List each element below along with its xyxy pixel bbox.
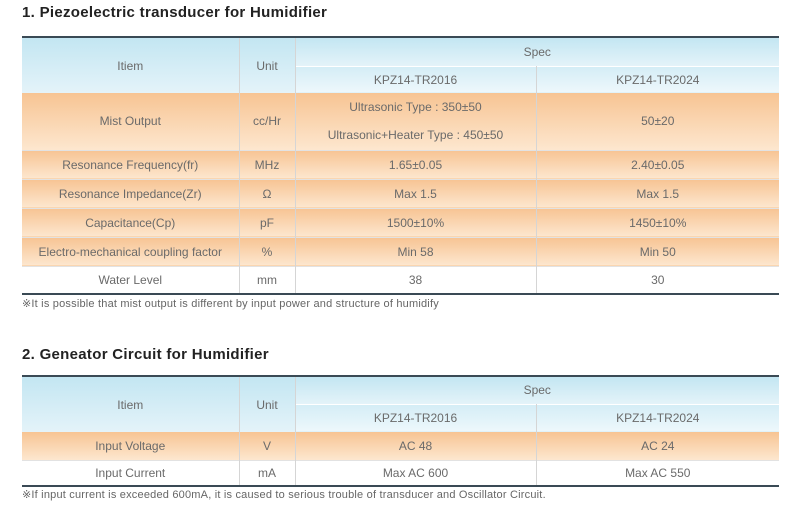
row-value-b: 2.40±0.05 [536, 150, 779, 179]
row-unit: V [239, 432, 295, 460]
section-title-transducer: 1. Piezoelectric transducer for Humidifier [22, 4, 328, 21]
header-spec: Spec [295, 37, 779, 66]
footnote-mist-output: ※It is possible that mist output is different by input power and structure of humidify [22, 298, 439, 310]
row-unit: mA [239, 460, 295, 486]
row-item: Input Current [22, 460, 239, 486]
row-item: Electro-mechanical coupling factor [22, 237, 239, 266]
table-row [22, 266, 779, 294]
header-model-a: KPZ14-TR2016 [295, 66, 536, 93]
row-value-a: Max 1.5 [295, 179, 536, 208]
row-value-b: 1450±10% [536, 208, 779, 237]
row-value-b: 50±20 [536, 93, 779, 150]
table-row [22, 150, 779, 179]
header-spec: Spec [295, 376, 779, 404]
header-unit: Unit [239, 376, 295, 432]
row-item: Capacitance(Cp) [22, 208, 239, 237]
row-value-a: Max AC 600 [295, 460, 536, 486]
table-row [22, 93, 779, 150]
row-unit: pF [239, 208, 295, 237]
header-item: Itiem [22, 37, 239, 93]
row-value-a: AC 48 [295, 432, 536, 460]
row-unit: MHz [239, 150, 295, 179]
row-item: Mist Output [22, 93, 239, 150]
row-value-a: 1500±10% [295, 208, 536, 237]
row-value-a: 1.65±0.05 [295, 150, 536, 179]
header-model-b: KPZ14-TR2024 [536, 404, 779, 432]
header-unit: Unit [239, 37, 295, 93]
row-value-b: Max AC 550 [536, 460, 779, 486]
row-item: Resonance Impedance(Zr) [22, 179, 239, 208]
row-value-a [295, 93, 536, 150]
table-row [22, 460, 779, 486]
row-value-b: 30 [536, 266, 779, 294]
mist-ultrasonic-value: Ultrasonic Type : 350±50 [349, 100, 482, 115]
circuit-spec-table [22, 375, 779, 487]
row-value-b: Min 50 [536, 237, 779, 266]
row-item: Input Voltage [22, 432, 239, 460]
mist-heater-value: Ultrasonic+Heater Type : 450±50 [327, 128, 504, 143]
header-model-a: KPZ14-TR2016 [295, 404, 536, 432]
row-item: Resonance Frequency(fr) [22, 150, 239, 179]
table-row [22, 237, 779, 266]
row-value-b: Max 1.5 [536, 179, 779, 208]
table-row [22, 208, 779, 237]
header-model-b: KPZ14-TR2024 [536, 66, 779, 93]
section-title-circuit: 2. Geneator Circuit for Humidifier [22, 346, 269, 363]
row-value-a: Min 58 [295, 237, 536, 266]
row-value-b: AC 24 [536, 432, 779, 460]
row-value-a: 38 [295, 266, 536, 294]
row-unit: cc/Hr [239, 93, 295, 150]
row-item: Water Level [22, 266, 239, 294]
row-unit: mm [239, 266, 295, 294]
footnote-input-current: ※If input current is exceeded 600mA, it is caused to serious trouble of transducer and Oscillator Circuit. [22, 489, 546, 501]
table-row [22, 432, 779, 460]
row-unit: % [239, 237, 295, 266]
row-unit: Ω [239, 179, 295, 208]
header-item: Itiem [22, 376, 239, 432]
transducer-spec-table [22, 36, 779, 295]
table-row [22, 179, 779, 208]
